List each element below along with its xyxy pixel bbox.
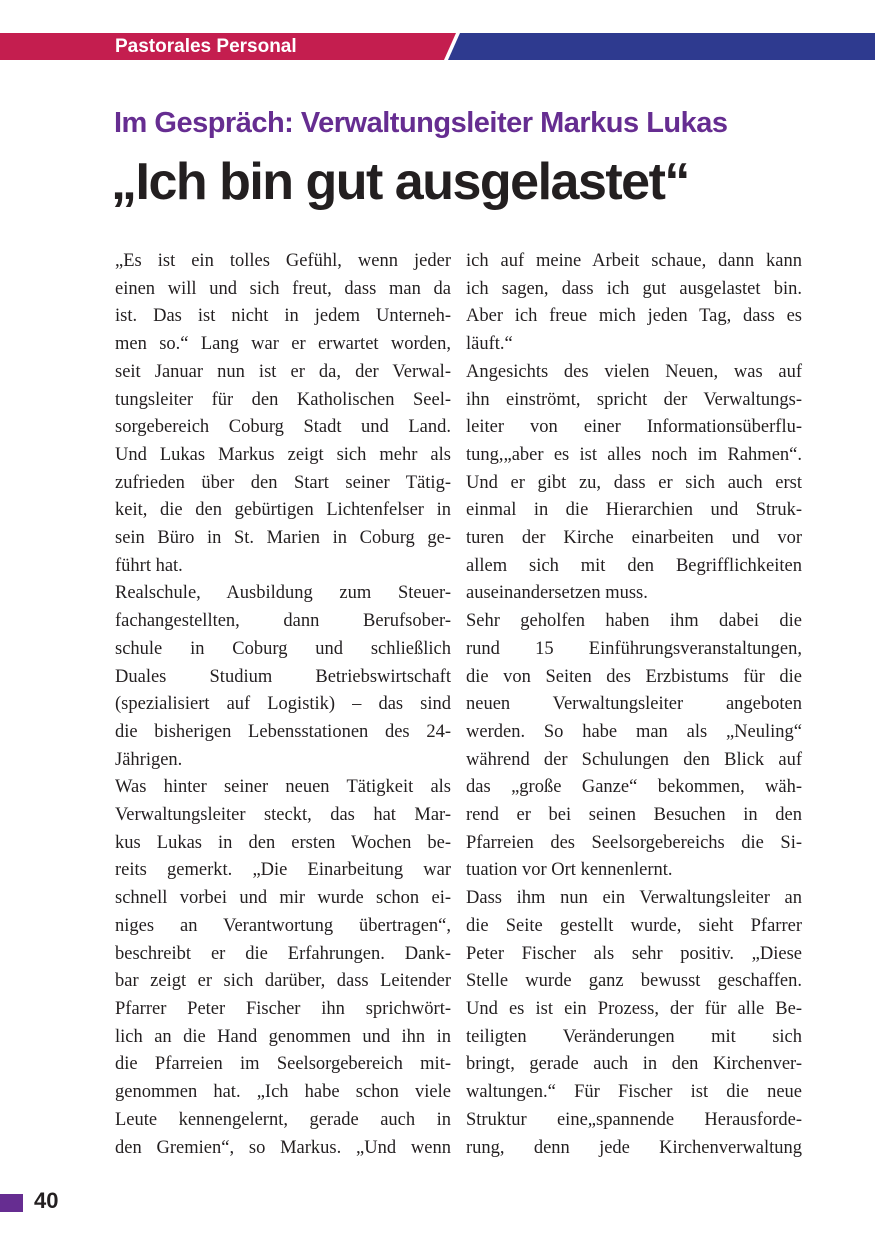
body-text-line: tung,„aber es ist alles noch im Rahmen“.	[466, 444, 802, 465]
section-title: Pastorales Personal	[115, 35, 297, 57]
text-column-right	[466, 248, 802, 1168]
body-text-line: Peter Fischer als sehr positiv. „Diese	[466, 943, 802, 964]
body-text-line: die Pfarreien im Seelsorgebereich mit-	[115, 1054, 451, 1075]
body-text-line: neuen Verwaltungsleiter angeboten	[466, 694, 802, 715]
section-banner	[0, 33, 875, 60]
body-text-line: Sehr geholfen haben ihm dabei die	[466, 611, 802, 632]
body-text-line: fachangestellten, dann Berufsober-	[115, 611, 451, 632]
body-text-line: die bisherigen Lebensstationen des 24-	[115, 721, 451, 742]
body-text-line: rund 15 Einführungsveranstaltungen,	[466, 638, 802, 659]
body-text-line: ich auf meine Arbeit schaue, dann kann	[466, 251, 802, 271]
body-text-line: Aber ich freue mich jeden Tag, dass es	[466, 306, 802, 327]
page-number: 40	[34, 1188, 59, 1213]
body-text-line: die von Seiten des Erzbistums für die	[466, 666, 802, 687]
body-text-line: das „große Ganze“ bekommen, wäh-	[466, 777, 802, 798]
body-text-line: tuation vor Ort kennenlernt.	[466, 860, 673, 881]
body-text-line: Jährigen.	[115, 749, 183, 770]
body-text-line: niges an Verantwortung übertragen“,	[115, 915, 451, 936]
body-text-line: teiligten Veränderungen mit sich	[466, 1026, 802, 1047]
body-text-line: ist. Das ist nicht in jedem Unterneh-	[115, 306, 451, 327]
body-text-line: Und Lukas Markus zeigt sich mehr als	[115, 444, 451, 465]
article-title: „Ich bin gut ausgelastet“	[111, 153, 689, 211]
body-text-line: „Es ist ein tolles Gefühl, wenn jeder	[115, 251, 451, 271]
body-text-line: turen der Kirche einarbeiten und vor	[466, 528, 802, 549]
body-text-line: (spezialisiert auf Logistik) – das sind	[115, 694, 451, 715]
body-text-line: Pfarrer Peter Fischer ihn sprichwört-	[115, 998, 451, 1019]
body-text-line: einmal in die Hierarchien und Struk-	[466, 500, 802, 521]
body-text-line: sein Büro in St. Marien in Coburg ge-	[115, 528, 451, 549]
body-text-line: bringt, gerade auch in den Kirchenver-	[466, 1054, 802, 1075]
body-text-line: allem sich mit den Begrifflichkeiten	[466, 555, 802, 576]
body-text-line: lich an die Hand genommen und ihn in	[115, 1026, 451, 1047]
article-body	[115, 248, 802, 1168]
body-text-line: Duales Studium Betriebswirtschaft	[115, 666, 451, 687]
body-text-line: Pfarreien des Seelsorgebereichs die Si-	[466, 832, 802, 853]
banner-blue-shape	[448, 33, 875, 60]
body-text-line: seit Januar nun ist er da, der Verwal-	[115, 361, 451, 382]
body-text-line: während der Schulungen den Blick auf	[466, 749, 802, 770]
body-text-line: Und er gibt zu, dass er sich auch erst	[466, 472, 802, 493]
body-text-line: Verwaltungsleiter steckt, das hat Mar-	[115, 805, 451, 826]
body-text-line: schnell vorbei und mir wurde schon ei-	[115, 888, 451, 909]
body-text-line: tungsleiter für den Katholischen Seel-	[115, 389, 451, 410]
body-text-line: leiter von einer Informationsüberflu-	[466, 417, 802, 438]
body-text-line: rung, denn jede Kirchenverwaltung	[466, 1137, 802, 1158]
body-text-line: reits gemerkt. „Die Einarbeitung war	[115, 860, 451, 881]
body-text-line: Dass ihm nun ein Verwaltungsleiter an	[466, 888, 802, 909]
body-text-line: ihn einströmt, spricht der Verwaltungs-	[466, 389, 802, 410]
body-text-line: kus Lukas in den ersten Wochen be-	[115, 832, 451, 853]
body-text-line: sorgebereich Coburg Stadt und Land.	[115, 417, 451, 438]
body-text-line: läuft.“	[466, 334, 513, 355]
article-kicker: Im Gespräch: Verwaltungsleiter Markus Lukas	[114, 107, 728, 139]
body-text-line: Angesichts des vielen Neuen, was auf	[466, 361, 802, 382]
body-text-line: schule in Coburg und schließlich	[115, 638, 451, 659]
body-text-line: Stelle wurde ganz bewusst geschaffen.	[466, 971, 802, 992]
body-text-line: die Seite gestellt wurde, sieht Pfarrer	[466, 915, 802, 936]
body-text-line: einen will und sich freut, dass man da	[115, 278, 451, 299]
footer-accent-square	[0, 1194, 23, 1212]
body-text-line: waltungen.“ Für Fischer ist die neue	[466, 1082, 802, 1103]
body-text-line: beschreibt er die Erfahrungen. Dank-	[115, 943, 451, 964]
body-text-line: rend er bei seinen Besuchen in den	[466, 805, 802, 826]
body-text-line: ich sagen, dass ich gut ausgelastet bin.	[466, 278, 802, 299]
body-text-line: men so.“ Lang war er erwartet worden,	[115, 334, 451, 355]
body-text-line: Struktur eine„spannende Herausforde-	[466, 1109, 802, 1130]
body-text-line: zufrieden über den Start seiner Tätig-	[115, 472, 451, 493]
body-text-line: Was hinter seiner neuen Tätigkeit als	[115, 777, 451, 798]
body-text-line: Leute kennengelernt, gerade auch in	[115, 1109, 451, 1130]
body-text-line: Realschule, Ausbildung zum Steuer-	[115, 583, 451, 604]
body-text-line: auseinandersetzen muss.	[466, 583, 648, 604]
body-text-line: den Gremien“, so Markus. „Und wenn	[115, 1137, 451, 1158]
text-column-left	[115, 248, 451, 1168]
body-text-line: Und es ist ein Prozess, der für alle Be-	[466, 998, 802, 1019]
body-text-line: keit, die den gebürtigen Lichtenfelser in	[115, 500, 451, 521]
body-text-line: genommen hat. „Ich habe schon viele	[115, 1082, 451, 1103]
body-text-line: bar zeigt er sich darüber, dass Leitender	[115, 971, 451, 992]
body-text-line: führt hat.	[115, 555, 183, 576]
body-text-line: werden. So habe man als „Neuling“	[466, 721, 802, 742]
